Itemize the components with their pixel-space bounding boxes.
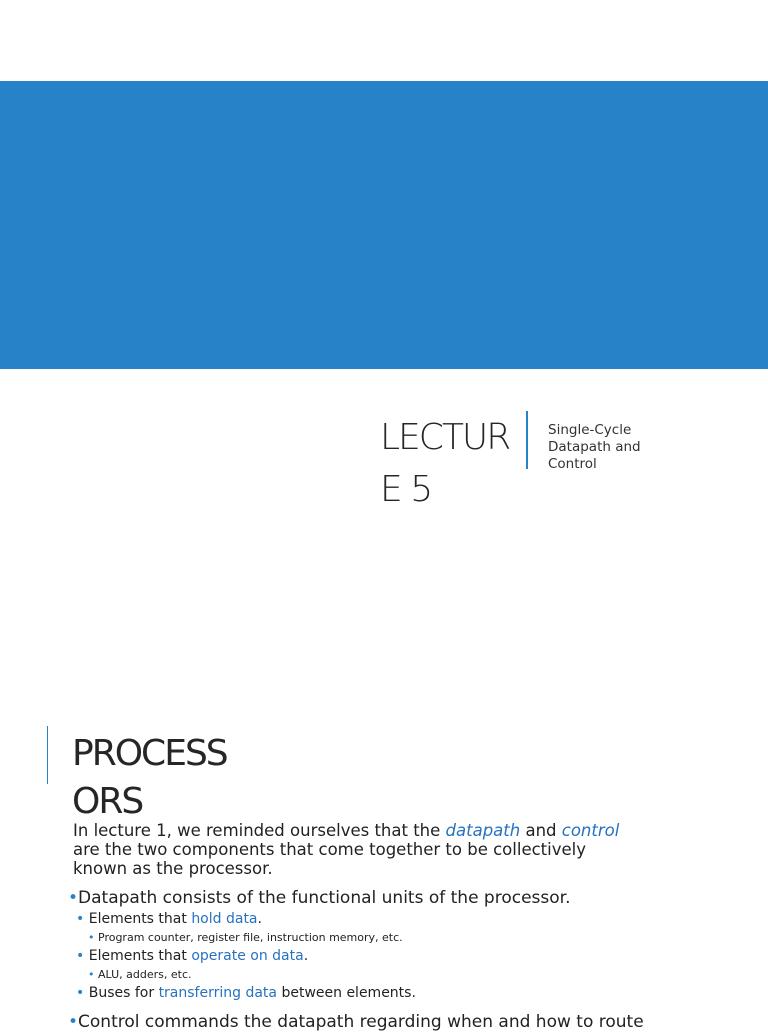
detail-operate-data — [88, 968, 192, 982]
sub-bullet-text: Buses for — [88, 985, 159, 1001]
sub-bullet-text-end: . — [303, 948, 309, 964]
section-title-line1: PROCESS — [72, 733, 227, 774]
bullet-datapath-text: Datapath consists of the functional units of the processor. — [78, 888, 571, 908]
bullet-dot-icon: • — [68, 888, 79, 908]
title-banner — [0, 81, 768, 369]
lecture-subtitle — [548, 422, 688, 473]
sub-bullet-text-end: between elements. — [277, 985, 416, 1001]
subtitle-line2: Datapath and — [548, 439, 641, 455]
bullet-control — [68, 1012, 644, 1032]
highlight-transferring-data: transferring data — [158, 985, 277, 1001]
section-divider — [47, 726, 48, 784]
highlight-operate-data: operate on data — [191, 948, 304, 964]
bullet-dot-icon: • — [88, 968, 95, 981]
bullet-dot-icon: • — [68, 1012, 79, 1032]
section-title-line2: ORS — [72, 781, 143, 822]
subtitle-line3: Control — [548, 456, 597, 472]
term-datapath: datapath — [445, 821, 521, 840]
detail-hold-data-text: Program counter, register file, instruction memory, etc. — [98, 931, 403, 944]
highlight-hold-data: hold data — [191, 911, 258, 927]
lecture-title-line2: E 5 — [380, 469, 432, 510]
lecture-title-line1: LECTUR — [380, 417, 510, 458]
sub-bullet-operate-data — [76, 947, 308, 965]
sub-bullet-text: Elements that — [88, 948, 192, 964]
bullet-dot-icon: • — [88, 931, 95, 944]
detail-hold-data — [88, 931, 403, 945]
intro-paragraph — [73, 821, 633, 878]
sub-bullet-buses — [76, 984, 416, 1002]
bullet-datapath — [68, 888, 571, 908]
bullet-dot-icon: • — [76, 985, 85, 1001]
title-divider — [526, 411, 528, 469]
section-title — [72, 730, 227, 826]
detail-operate-data-text: ALU, adders, etc. — [98, 968, 192, 981]
bullet-dot-icon: • — [76, 948, 85, 964]
intro-text-end: are the two components that come together to be collectively known as the processor. — [73, 840, 586, 878]
bullet-control-text: Control commands the datapath regarding when and how to route — [78, 1012, 644, 1032]
lecture-title — [380, 412, 520, 516]
intro-text-mid: and — [520, 821, 562, 840]
bullet-dot-icon: • — [76, 911, 85, 927]
term-control: control — [561, 821, 620, 840]
sub-bullet-hold-data — [76, 910, 262, 928]
sub-bullet-text-end: . — [257, 911, 262, 927]
sub-bullet-text: Elements that — [88, 911, 192, 927]
subtitle-line1: Single-Cycle — [548, 422, 632, 438]
intro-text-start: In lecture 1, we reminded ourselves that the — [73, 821, 446, 840]
